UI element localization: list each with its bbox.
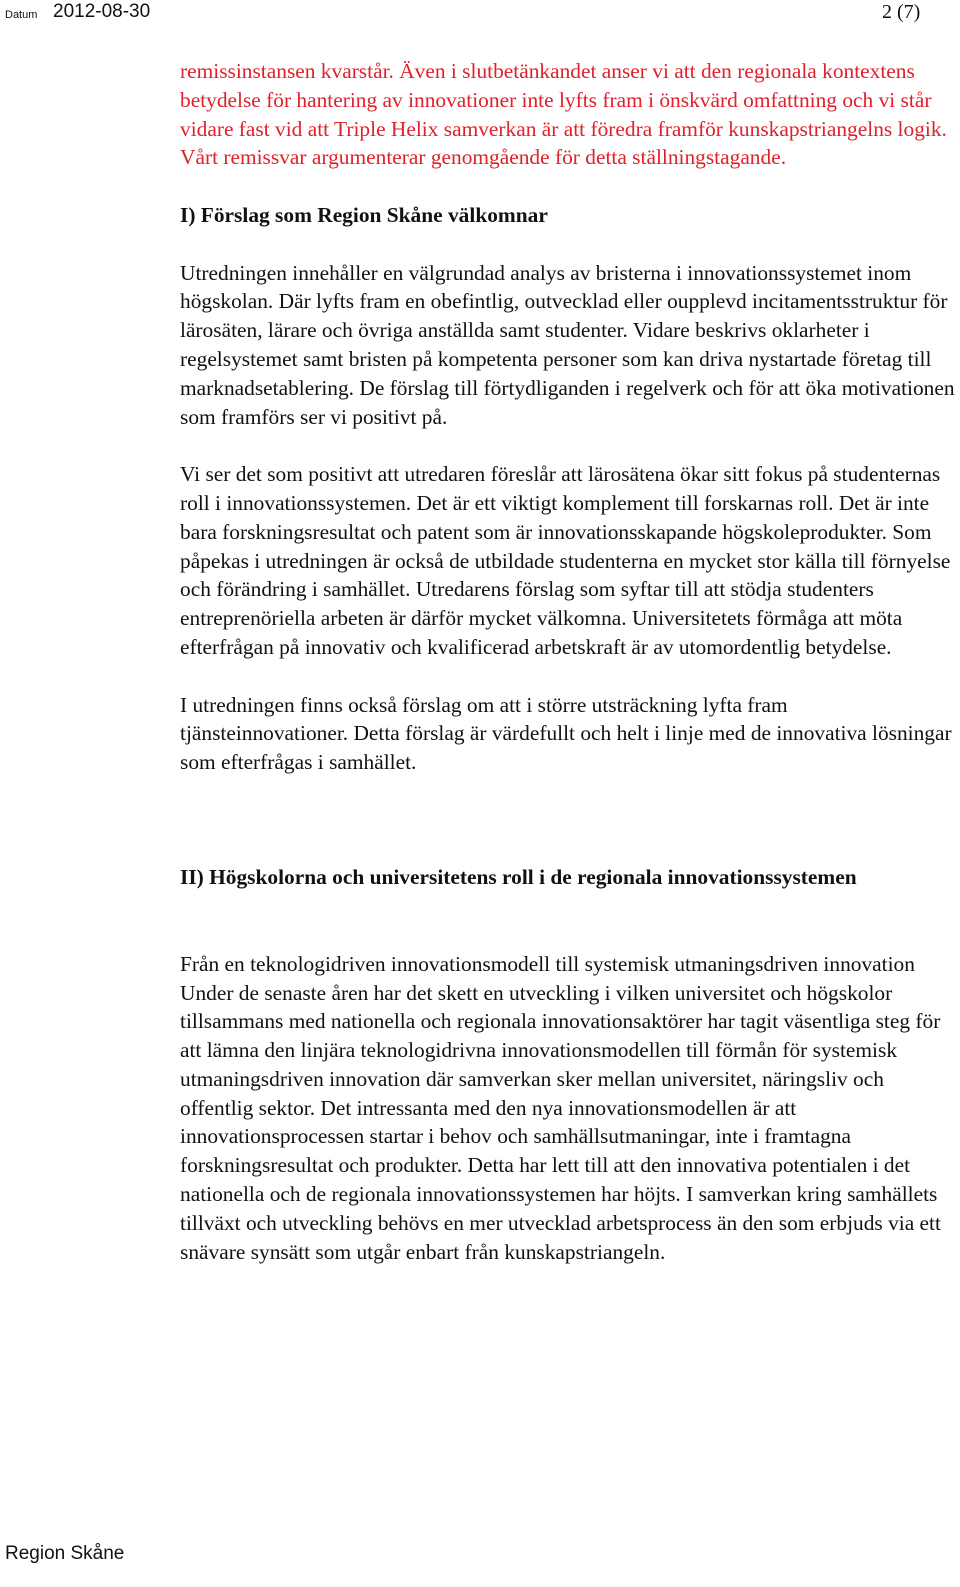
page-number: 2 (7) xyxy=(882,1,921,23)
intro-paragraph: remissinstansen kvarstår. Även i slutbetänkandet anser vi att den regionala kontextens betydelse för hantering av innovationer inte lyfts fram i önskvärd omfattning och vi står vidare fast vid att Triple Helix samverkan är att föredra framför kunskapstriangelns logik. Vårt remissvar argumenterar genomgående för detta ställningstagande. xyxy=(180,59,947,170)
section-1-paragraph-2: Vi ser det som positivt att utredaren föreslår att lärosätena ökar sitt fokus på studenternas roll i innovationssystemen. Det är ett viktigt komplement till forskarnas roll. Det är inte bara forskningsresultat och patent som är innovationsskapande högskoleprodukter. Som påpekas i utredningen är också de utbildade studenterna en mycket stor källa till förnyelse och förändring i samhället. Utredarens förslag som syftar till att stödja studenters entreprenöriella arbeten är därför mycket välkomna. Universitetets förmåga att möta efterfrågan på innovativ och kvalificerad arbetskraft är av utomordentlig betydelse. xyxy=(180,462,951,659)
heading-spacer xyxy=(180,921,955,950)
document-date: 2012-08-30 xyxy=(53,1,151,22)
section-1-paragraph-3: I utredningen finns också förslag om att i större utsträckning lyfta fram tjänsteinnovationer. Detta förslag är värdefullt och helt i linje med de innovativa lösningar som efterfrågas i samhället. xyxy=(180,692,952,775)
section-2-heading: II) Högskolorna och universitetens roll i de regionala innovationssystemen xyxy=(180,865,857,890)
footer-organization: Region Skåne xyxy=(5,1543,125,1564)
date-label: Datum xyxy=(5,9,38,21)
section-1-heading: I) Förslag som Region Skåne välkomnar xyxy=(180,202,548,227)
section-1-paragraph-1: Utredningen innehåller en välgrundad analys av bristerna i innovationssystemet inom högskolan. Där lyfts fram en obefintlig, outvecklad eller oupplevd incitamentsstruktur för lärosäten, lärare och övriga anställda samt studenter. Vidare beskrivs oklarheter i regelsystemet samt bristen på kompetenta personer som kan driva nystartade företag till marknadsetablering. De förslag till förtydliganden i regelverk och för att öka motivationen som framförs ser vi positivt på. xyxy=(180,260,955,429)
section-2-paragraph: Under de senaste åren har det skett en utveckling i vilken universitet och högskolor tillsammans med nationella och regionala innovationsaktörer har tagit väsentliga steg för att lämna den linjära teknologidrivna innovationsmodellen till förmån för systemisk utmaningsdriven innovation där samverkan sker mellan universitet, näringsliv och offentlig sektor. Det intressanta med den nya innovationsmodellen är att innovationsprocessen startar i behov och samhällsutmaningar, inte i framtagna forskningsresultat och produkter. Detta har lett till att den innovativa potentialen i det nationella och de regionala innovationssystemen har höjts. I samverkan kring samhällets tillväxt och utveckling behövs en mer utvecklad arbetsprocess än den som erbjuds via ett snävare synsätt som utgår enbart från kunskapstriangeln. xyxy=(180,980,941,1264)
section-spacer xyxy=(180,806,955,864)
document-body xyxy=(180,57,955,1266)
section-2-subheading: Från en teknologidriven innovationsmodell till systemisk utmaningsdriven innovation xyxy=(180,951,915,976)
page-header xyxy=(0,0,960,30)
